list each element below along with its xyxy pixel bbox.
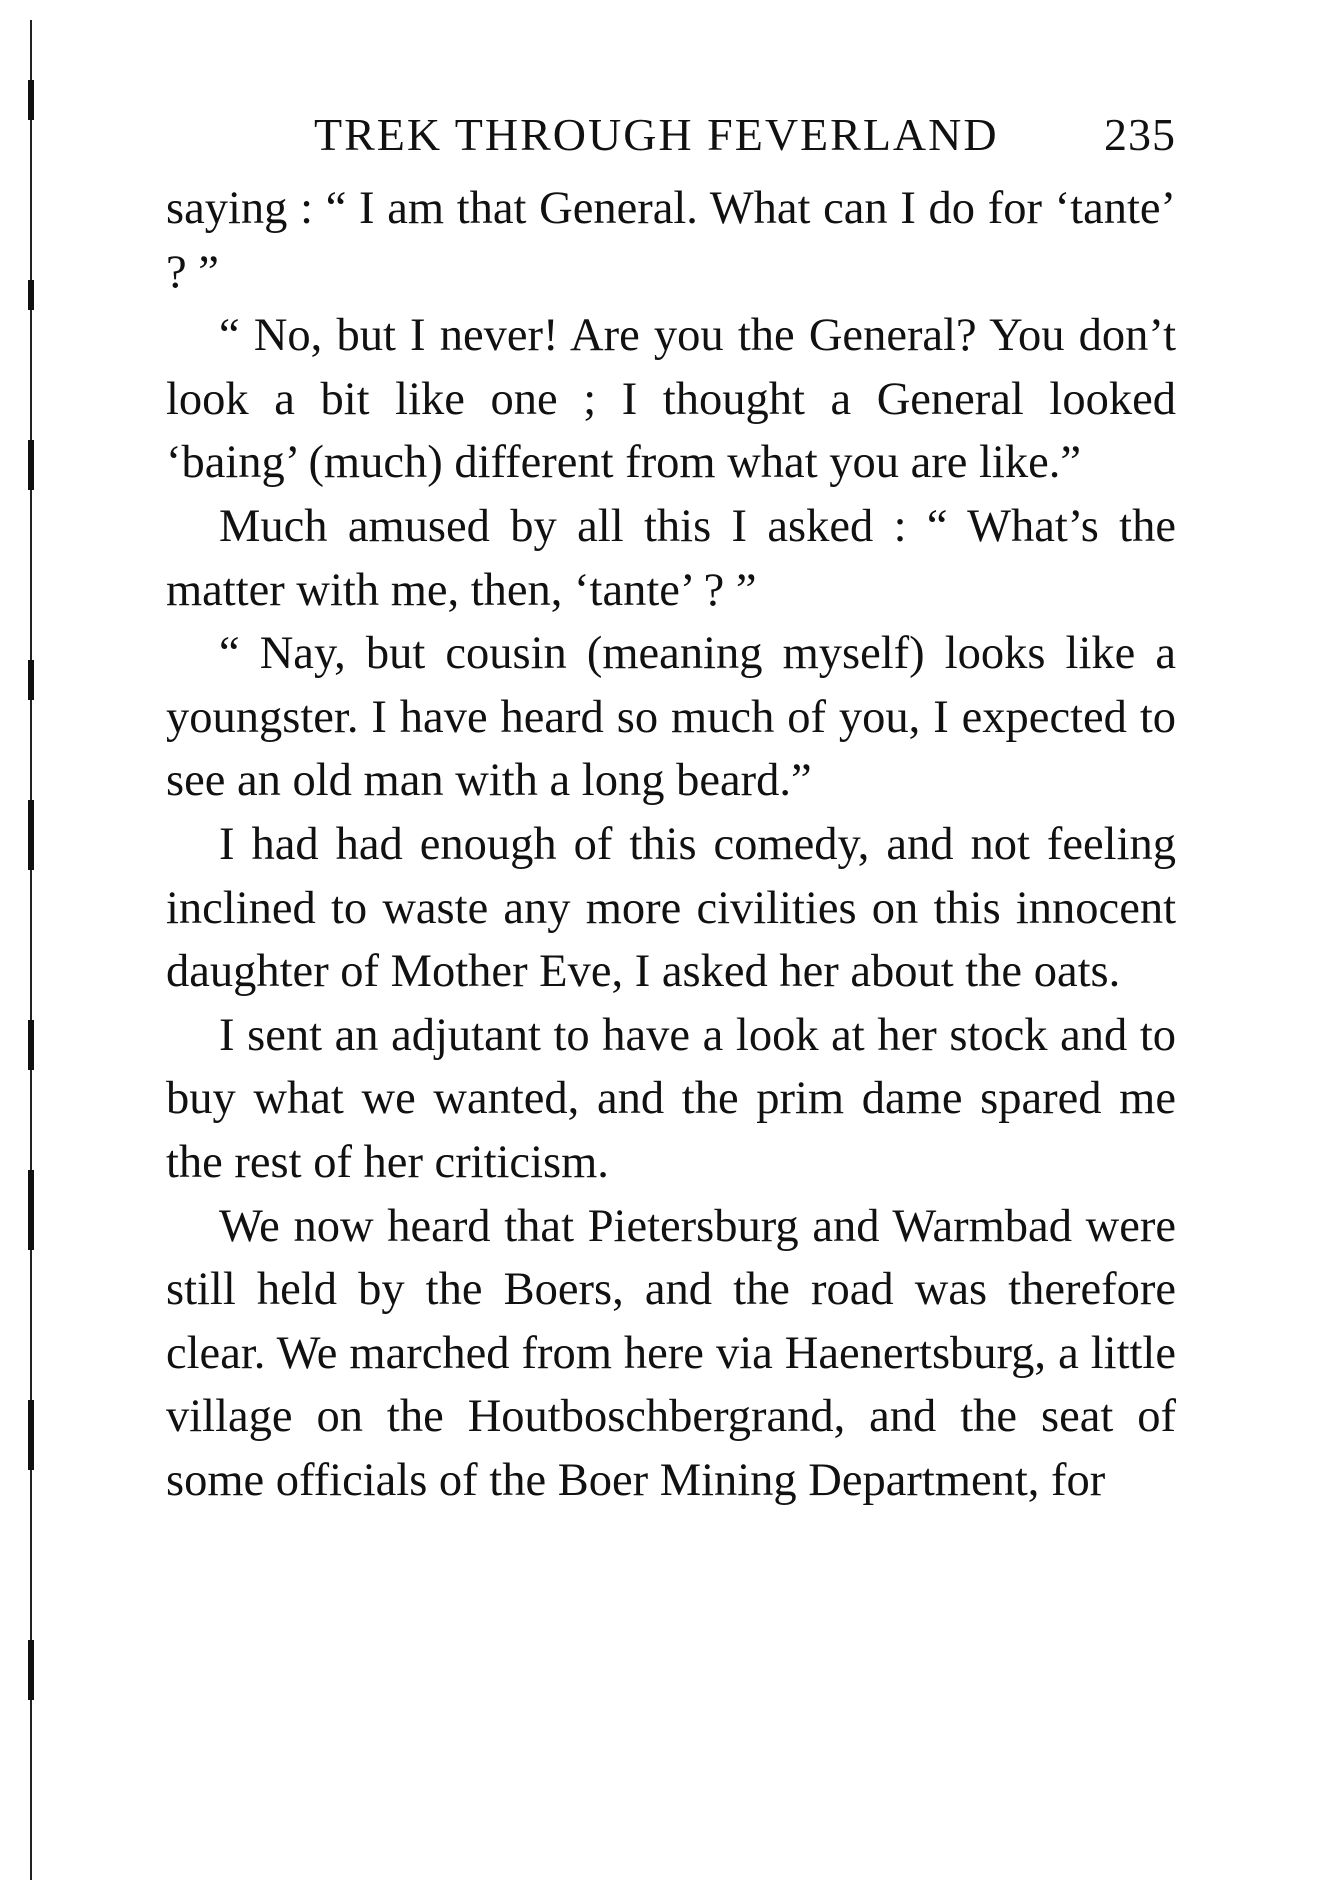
body-text (166, 177, 1176, 1512)
paragraph: “ Nay, but cousin (meaning myself) looks like a youngster. I have heard so much of you, I expected to see an old man with a long beard.” (166, 628, 1176, 807)
paragraph: Much amused by all this I asked : “ What’s the matter with me, then, ‘tante’ ? ” (166, 500, 1176, 616)
paragraph: I sent an adjutant to have a look at her stock and to buy what we wanted, and the prim dame spared me the rest of her criticism. (166, 1009, 1176, 1188)
paragraph: We now heard that Pietersburg and Warmbad were still held by the Boers, and the road was therefore clear. We marched from here via Haenertsburg, a little village on the Houtboschbergrand, and the seat of some officials of the Boer Mining Department, for (166, 1200, 1176, 1506)
paragraph: I had had enough of this comedy, and not feeling inclined to waste any more civilities on this innocent daughter of Mother Eve, I asked her about the oats. (166, 818, 1176, 998)
paragraph: “ No, but I never! Are you the General? You don’t look a bit like one ; I thought a General looked ‘baing’ (much) different from what you are like.” (166, 310, 1176, 489)
running-title: TREK THROUGH FEVERLAND (314, 109, 999, 160)
binding-edge-scan-artifact (28, 20, 34, 1880)
running-head (166, 108, 1176, 168)
paragraph-continuation: saying : “ I am that General. What can I do for ‘tante’ ? ” (166, 183, 1176, 298)
page-number: 235 (1104, 109, 1176, 160)
